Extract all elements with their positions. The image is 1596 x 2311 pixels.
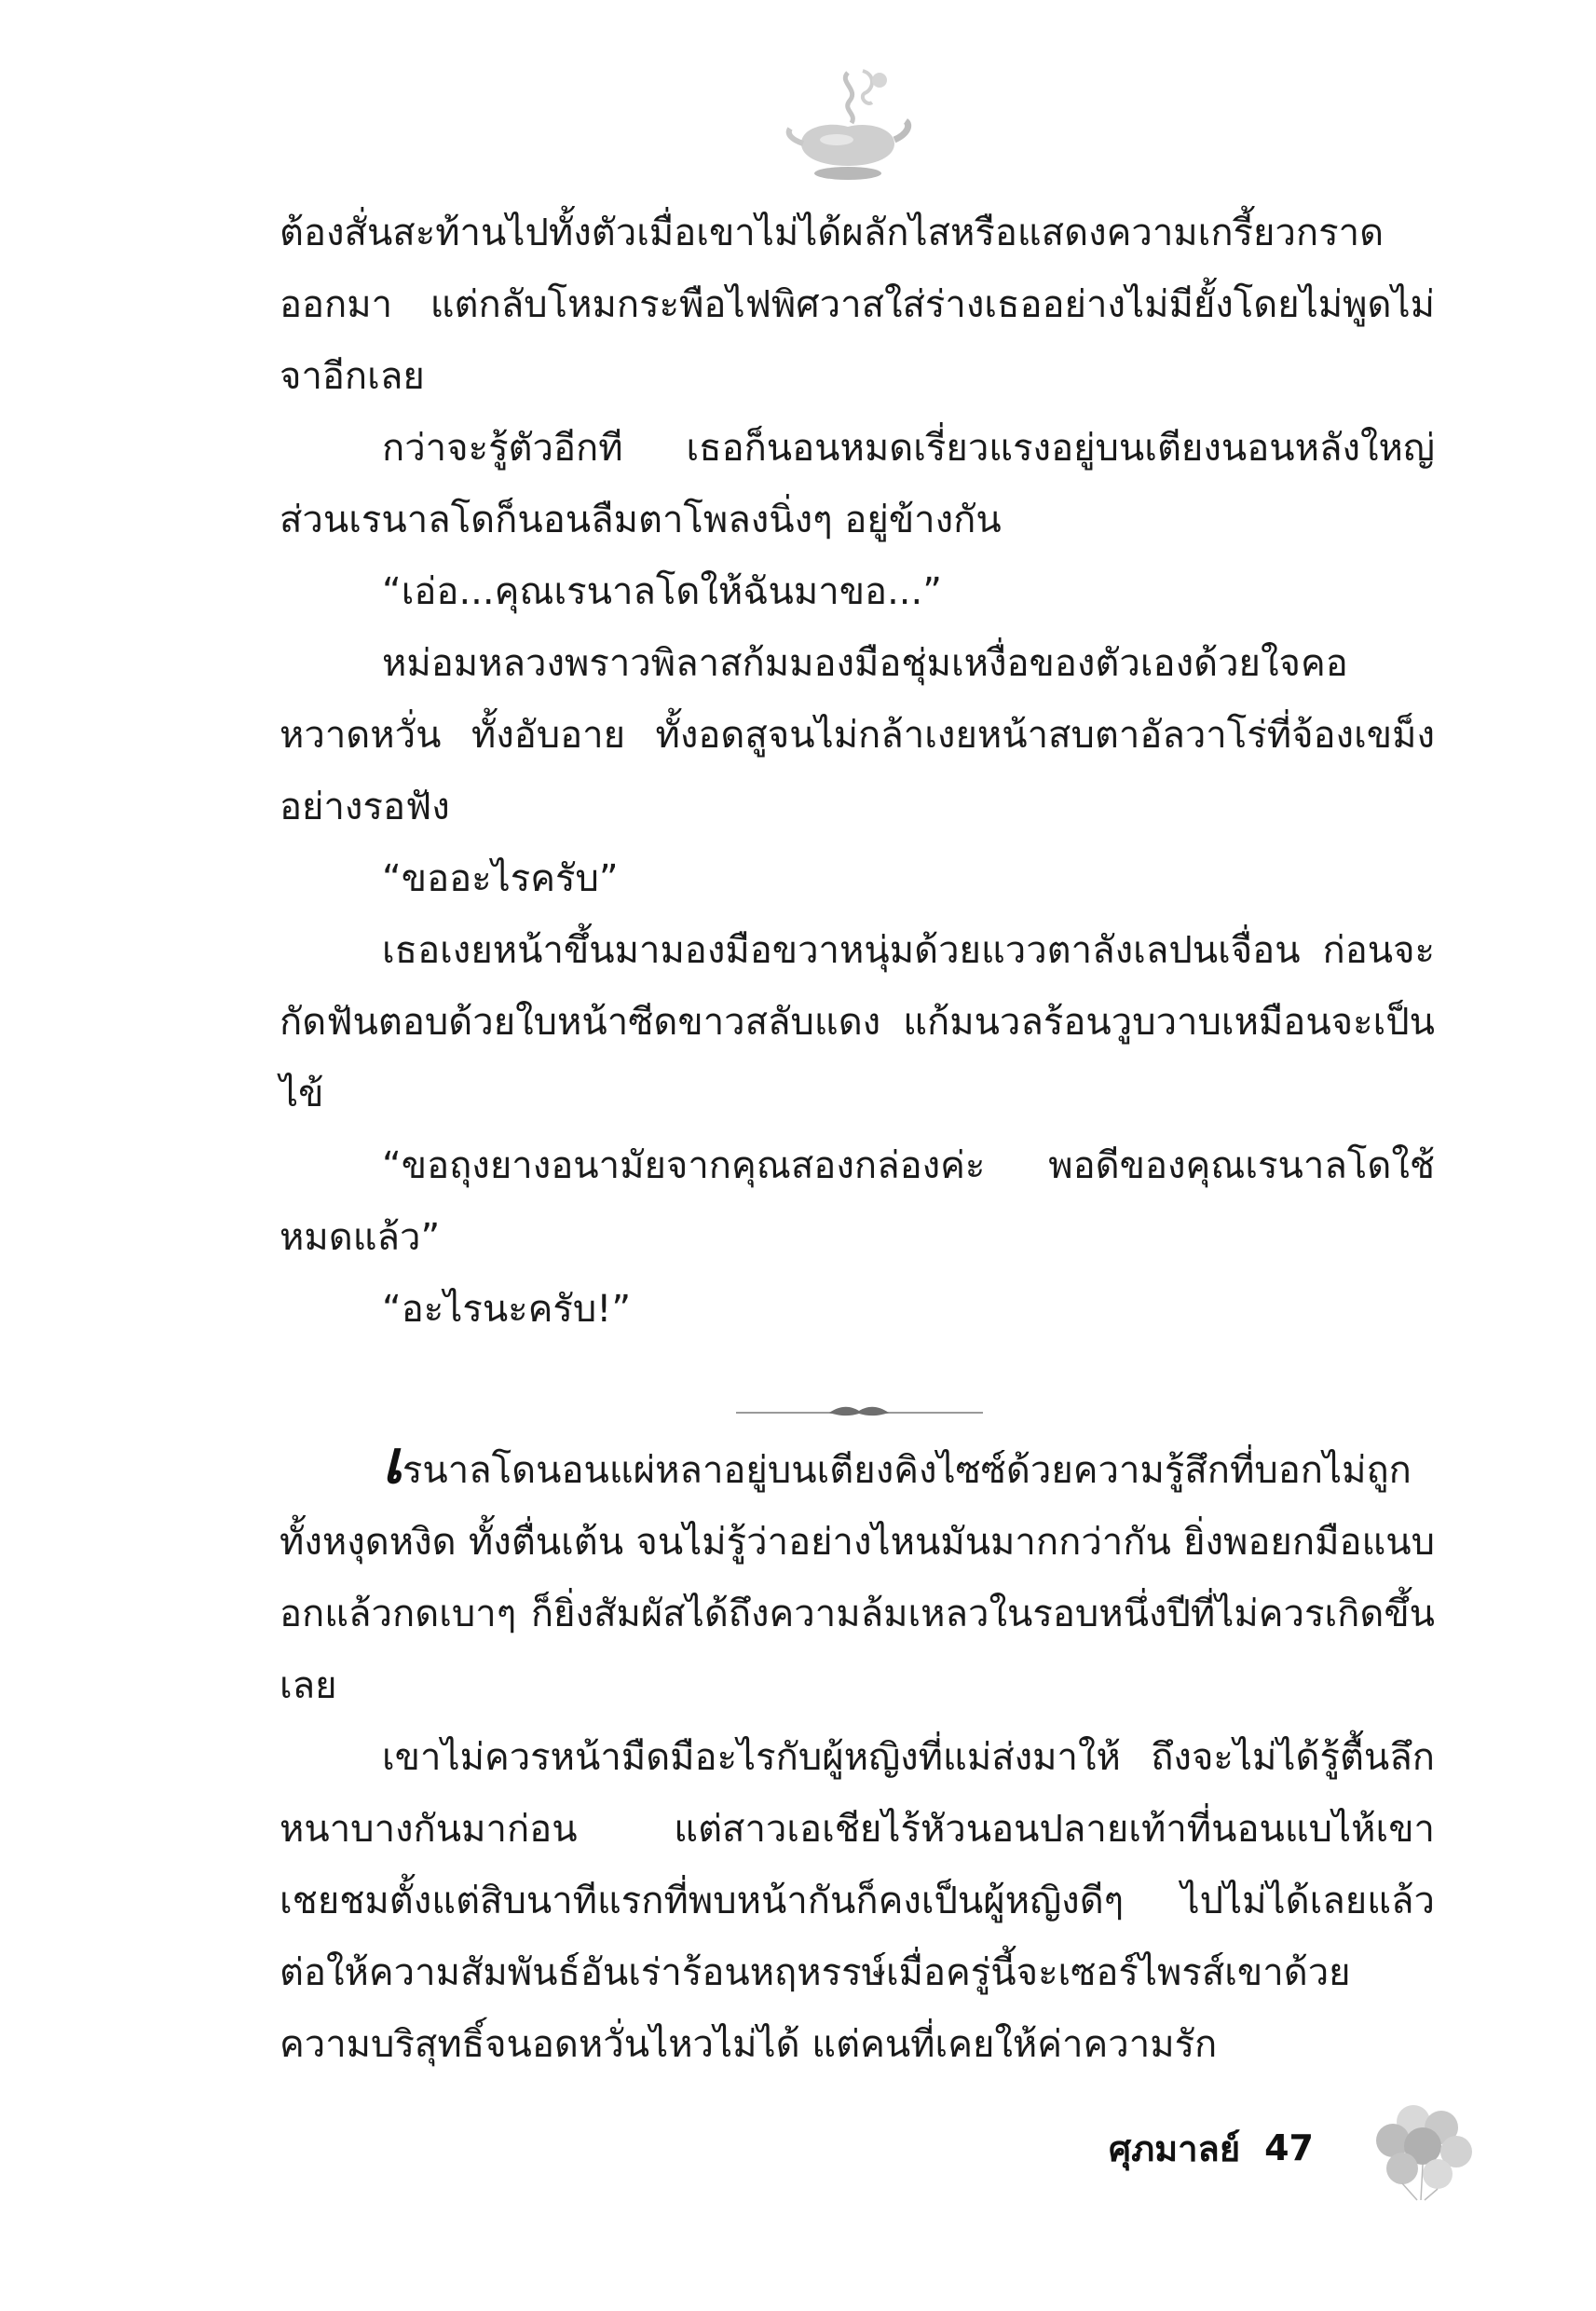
drop-cap: เ — [382, 1428, 402, 1497]
page-number: 47 — [1264, 2127, 1314, 2168]
paragraph: ต้องสั่นสะท้านไปทั้งตัวเมื่อเขาไม่ได้ผลักไสหรือแสดงความเกรี้ยวกราดออกมา แต่กลับโหมกระพือไฟพิศวาสใส่ร่างเธออย่างไม่มียั้งโดยไม่พูดไม่จาอีกเลย — [280, 212, 1435, 398]
dialogue-line: “ขอถุงยางอนามัยจากคุณสองกล่องค่ะ พอดีของคุณเรนาลโดใช้หมดแล้ว” — [280, 1144, 1435, 1259]
ornament-divider-icon — [736, 1402, 983, 1421]
genie-lamp-icon — [783, 65, 913, 186]
paragraph-with-dropcap — [280, 1428, 1435, 1722]
balloons-icon — [1356, 2101, 1486, 2204]
paragraph-text: รนาลโดนอนแผ่หลาอยู่บนเตียงคิงไซซ์ด้วยความรู้สึกที่บอกไม่ถูก ทั้งหงุดหงิด ทั้งตื่นเต้น จนไม่รู้ว่าอย่างไหนมันมากกว่ากัน ยิ่งพอยกมือแนบอกแล้วกดเบาๆ ก็ยิ่งสัมผัสได้ถึงความล้มเหลวในรอบหนึ่งปีที่ไม่ควรเกิดขึ้นเลย — [280, 1449, 1435, 1707]
dialogue-line: “ขออะไรครับ” — [382, 857, 619, 900]
author-name: ศุภมาลย์ — [1109, 2127, 1241, 2169]
paragraph: เขาไม่ควรหน้ามืดมือะไรกับผู้หญิงที่แม่ส่งมาให้ ถึงจะไม่ได้รู้ตื้นลึกหนาบางกันมาก่อน แต่สาวเอเชียไร้หัวนอนปลายเท้าที่นอนแบไห้เขาเชยชมตั้งแต่สิบนาทีแรกที่พบหน้ากันก็คงเป็นผู้หญิงดีๆ ไปไม่ได้เลยแล้วต่อให้ความสัมพันธ์อันเร่าร้อนหฤหรรษ์เมื่อครู่นี้จะเซอร์ไพรส์เขาด้วยความบริสุทธิ์จนอดหวั่นไหวไม่ได้ แต่คนที่เคยให้ค่าความรัก — [280, 1736, 1435, 2066]
paragraph: หม่อมหลวงพราวพิลาสก้มมองมือชุ่มเหงื่อของตัวเองด้วยใจคอหวาดหวั่น ทั้งอับอาย ทั้งอดสูจนไม่กล้าเงยหน้าสบตาอัลวาโร่ที่จ้องเขม็งอย่างรอฟัง — [280, 642, 1435, 828]
page-footer — [1109, 2120, 1314, 2176]
paragraph: เธอเงยหน้าขึ้นมามองมือขวาหนุ่มด้วยแววตาลังเลปนเจื่อน ก่อนจะกัดฟันตอบด้วยใบหน้าซีดขาวสลับแดง แก้มนวลร้อนวูบวาบเหมือนจะเป็นไข้ — [280, 929, 1435, 1115]
dialogue-line: “อะไรนะครับ!” — [382, 1288, 632, 1331]
section-2 — [280, 1428, 1435, 2081]
paragraph: กว่าจะรู้ตัวอีกที เธอก็นอนหมดเรี่ยวแรงอยู่บนเตียงนอนหลังใหญ่ส่วนเรนาลโดก็นอนลืมตาโพลงนิ่งๆ อยู่ข้างกัน — [280, 427, 1435, 541]
dialogue-line: “เอ่อ...คุณเรนาลโดให้ฉันมาขอ...” — [382, 570, 942, 613]
section-1 — [280, 198, 1435, 1346]
